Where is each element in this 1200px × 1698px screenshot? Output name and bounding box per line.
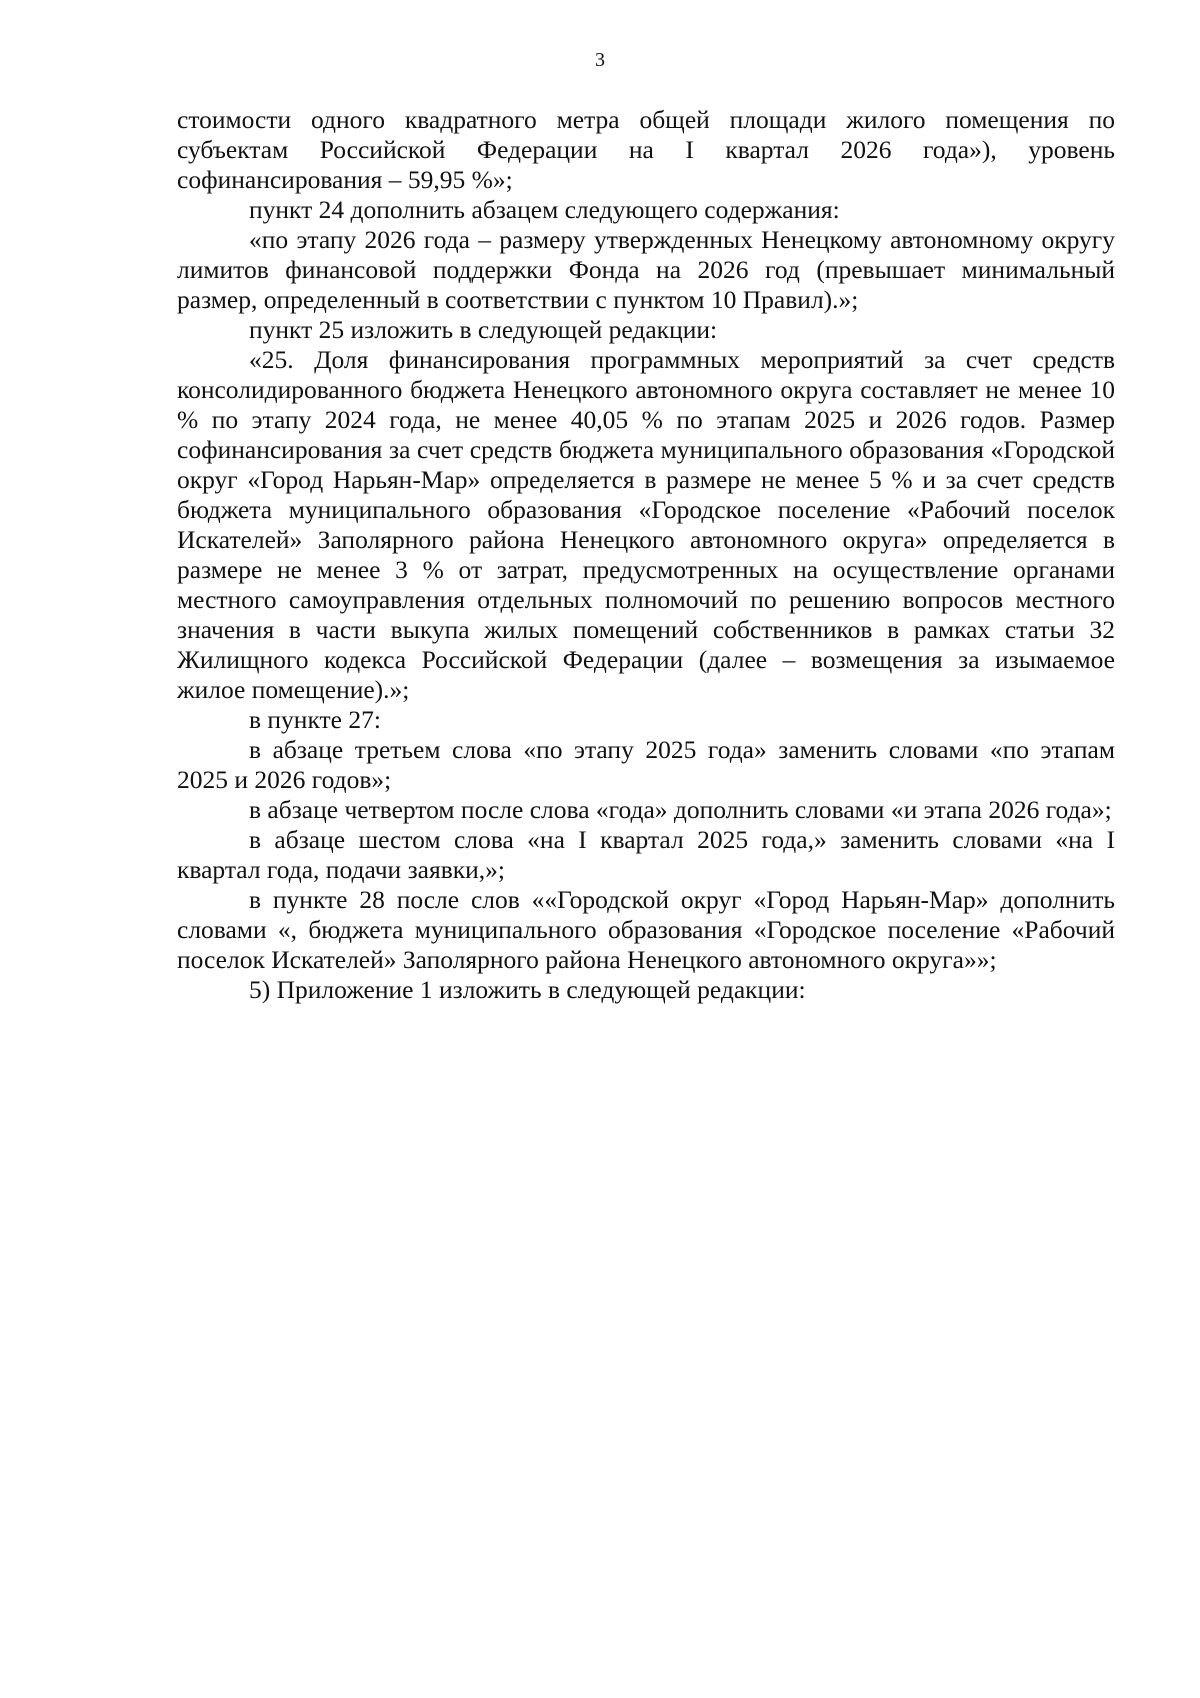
- paragraph-item-24: пункт 24 дополнить абзацем следующего содержания:: [249, 195, 840, 224]
- page-number: 3: [595, 49, 605, 71]
- paragraph-appendix-1: 5) Приложение 1 изложить в следующей редакции:: [249, 975, 806, 1004]
- paragraph-item-27-third: в абзаце третьем слова «по этапу 2025 года» заменить словами «по этапам 2025 и 2026 годов»;: [177, 735, 1115, 794]
- paragraph-item-25: пункт 25 изложить в следующей редакции:: [249, 315, 718, 344]
- paragraph-item-25-text: «25. Доля финансирования программных мероприятий за счет средств консолидированного бюджета Ненецкого автономного округа составляет не менее 10 % по этапу 2024 года, не менее 40,05 % по этапам 2025 и 2026 годов. Размер софинансирования за счет средств бюджета муниципального образования «Городской округ «Город Нарьян-Мар» определяется в размере не менее 5 % и за счет средств бюджета муниципального образования «Городское поселение «Рабочий поселок Искателей» Заполярного района Ненецкого автономного округа» определяется в размере не менее 3 % от затрат, предусмотренных на осуществление органами местного самоуправления отдельных полномочий по решению вопросов местного значения в части выкупа жилых помещений собственников в рамках статьи 32 Жилищного кодекса Российской Федерации (далее – возмещения за изымаемое жилое помещение).»;: [177, 345, 1115, 704]
- paragraph-continuation: стоимости одного квадратного метра общей площади жилого помещения по субъектам Российской Федерации на I квартал 2026 года»), уровень софинансирования – 59,95 %»;: [177, 105, 1115, 194]
- paragraph-item-27-fourth: в абзаце четвертом после слова «года» дополнить словами «и этапа 2026 года»;: [249, 795, 1112, 824]
- document-body: [177, 105, 1115, 1005]
- paragraph-item-27-sixth: в абзаце шестом слова «на I квартал 2025 года,» заменить словами «на I квартал года, подачи заявки,»;: [177, 825, 1115, 884]
- paragraph-item-28: в пункте 28 после слов ««Городской округ «Город Нарьян-Мар» дополнить словами «, бюджета муниципального образования «Городское поселение «Рабочий поселок Искателей» Заполярного района Ненецкого автономного округа»»;: [177, 885, 1115, 974]
- paragraph-item-27: в пункте 27:: [249, 705, 381, 734]
- paragraph-item-24-text: «по этапу 2026 года – размеру утвержденных Ненецкому автономному округу лимитов финансовой поддержки Фонда на 2026 год (превышает минимальный размер, определенный в соответствии с пунктом 10 Правил).»;: [177, 225, 1115, 314]
